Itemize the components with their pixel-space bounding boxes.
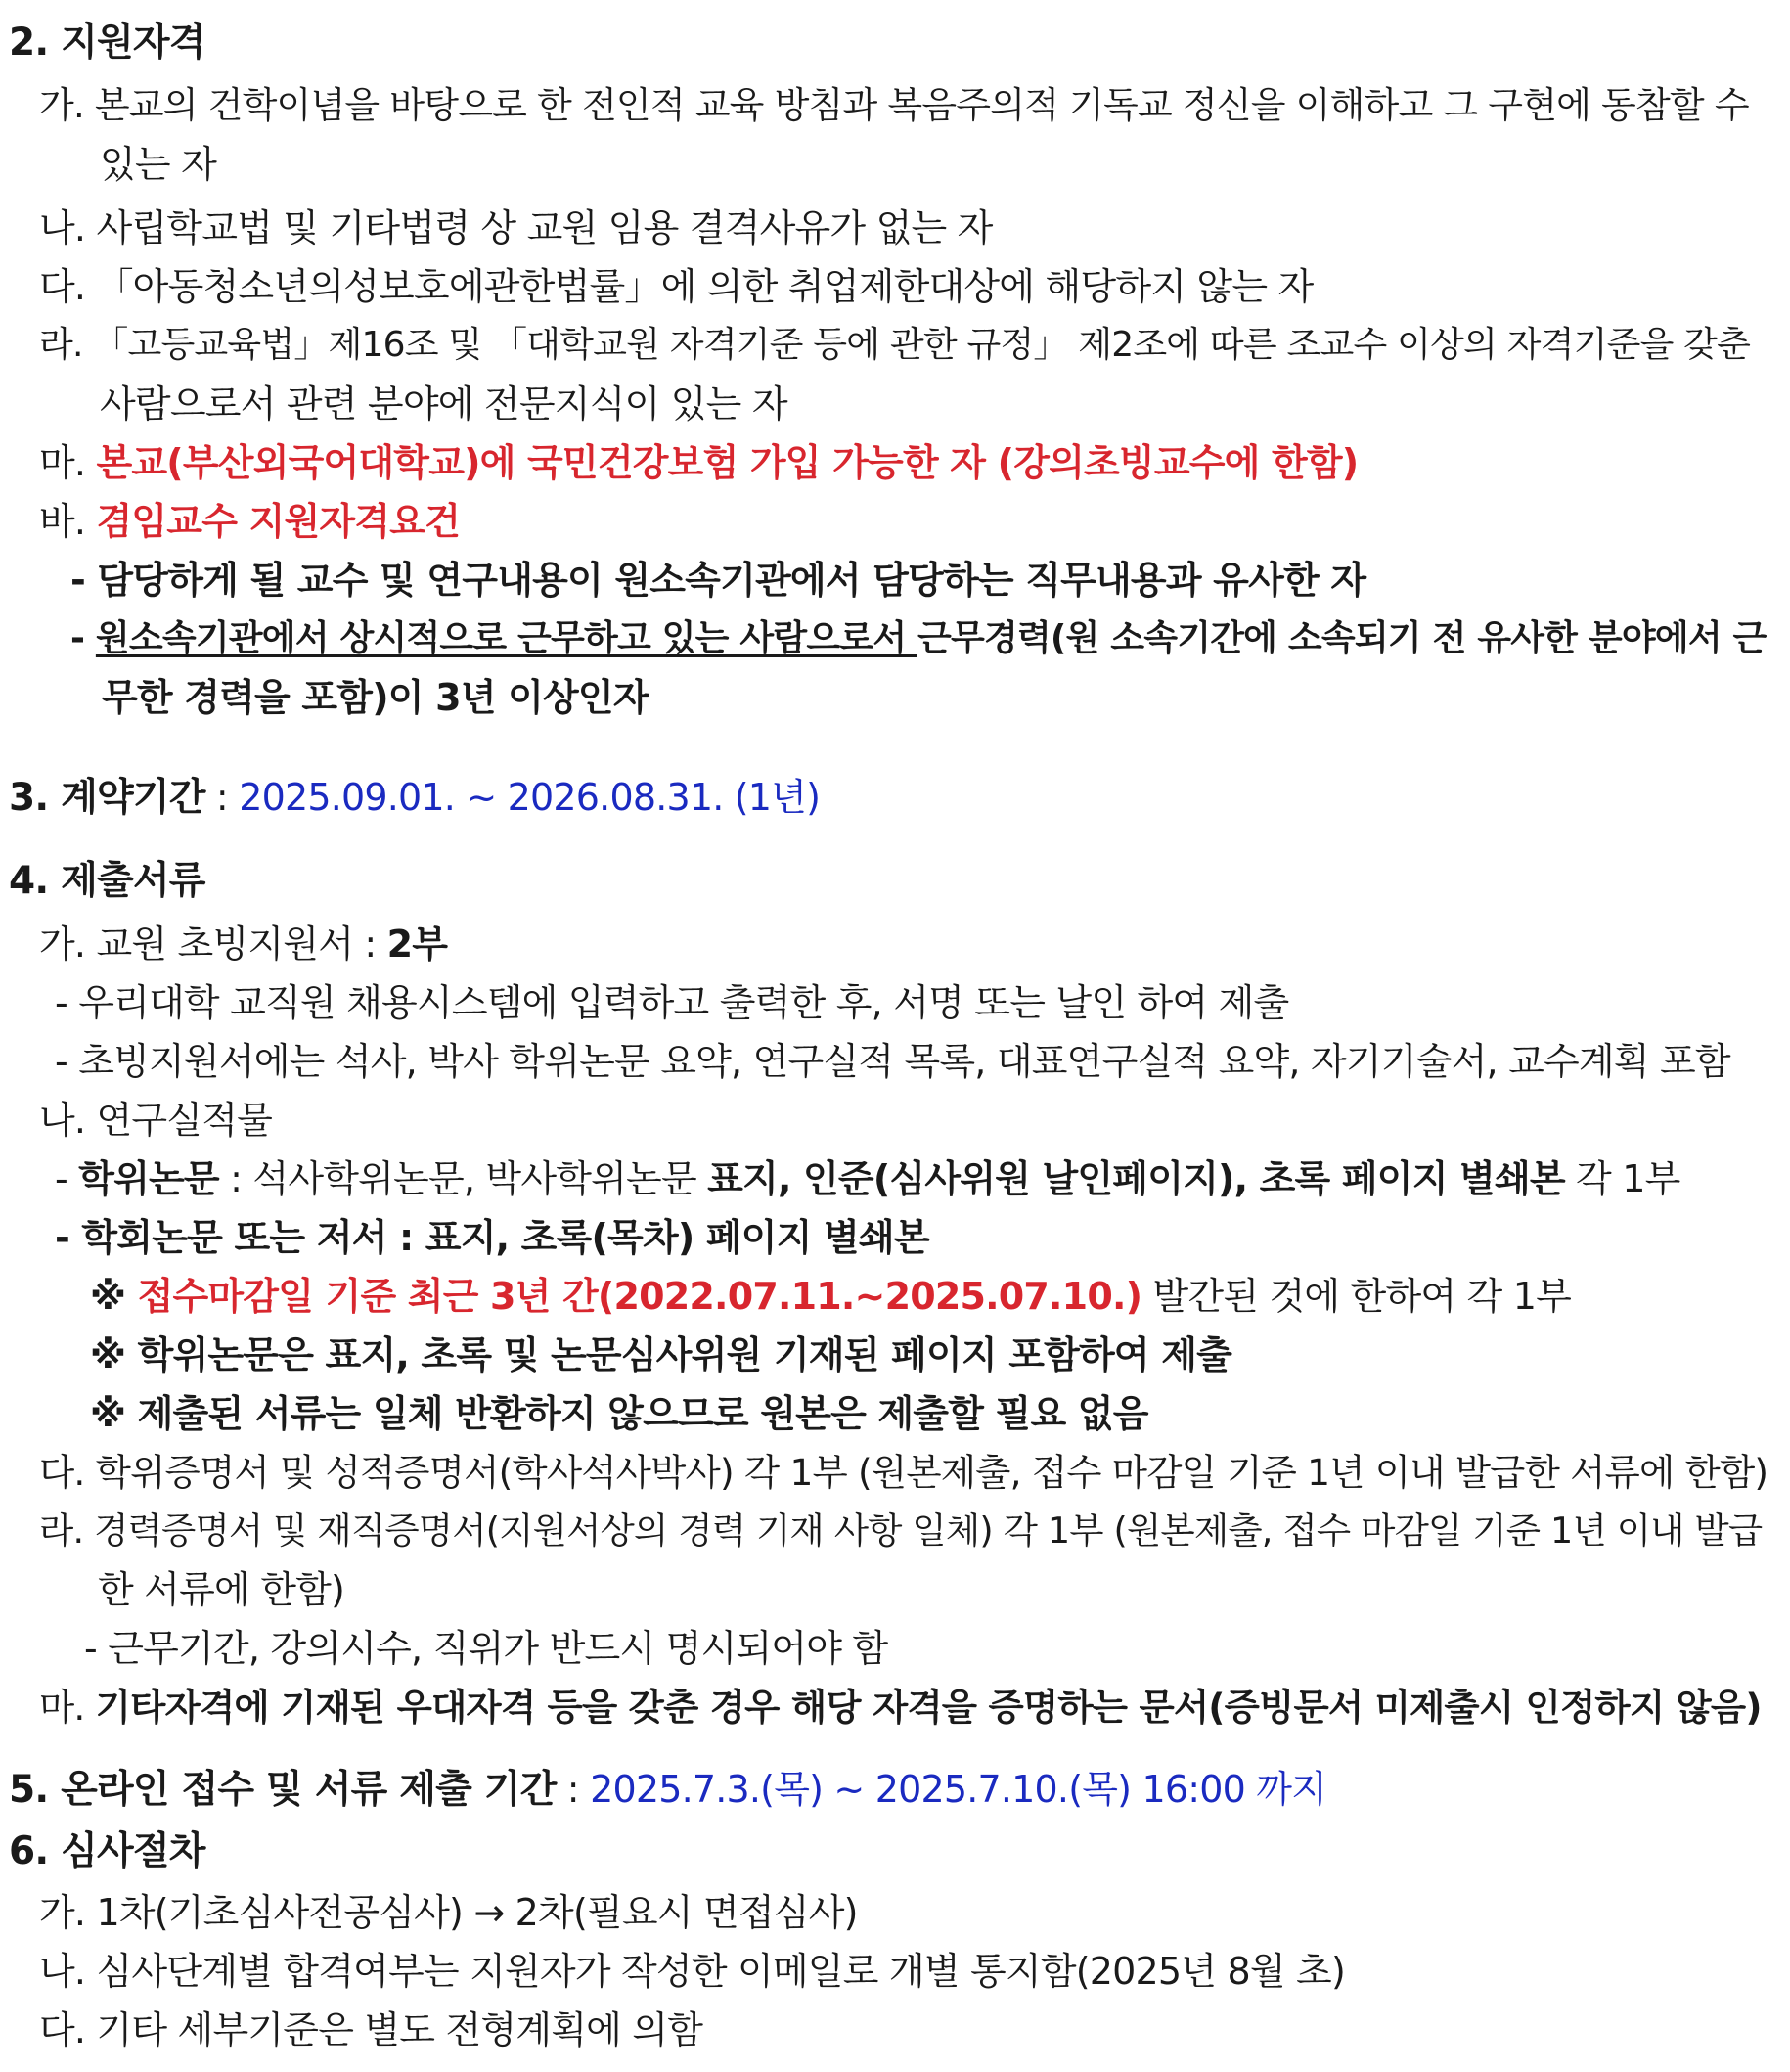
s2-item-a-line1: 가. 본교의 건학이념을 바탕으로 한 전인적 교육 방침과 복음주의적 기독교 정신을 이해하고 그 구현에 동참할 수 [39, 84, 1749, 126]
s2-item-f [39, 499, 460, 546]
s2-item-f-sub2-underlined: 원소속기관에서 상시적으로 근무하고 있는 사람으로서 [95, 618, 917, 658]
s4-item-a-count: 2부 [386, 923, 448, 966]
s2-item-e-prefix: 마. [39, 441, 97, 484]
s4-note-1 [90, 1274, 1571, 1321]
s4-item-b-sub1 [55, 1156, 1680, 1203]
s2-item-f-highlight: 겸임교수 지원자격요건 [96, 500, 460, 543]
s4-item-a [39, 922, 447, 968]
s4-item-b-sub1-end: 각 1부 [1564, 1157, 1680, 1200]
section-5-separator: : [556, 1768, 591, 1811]
s4-item-d-line1: 라. 경력증명서 및 재직증명서(지원서상의 경력 기재 사항 일체) 각 1부 (원본제출, 접수 마감일 기준 1년 이내 발급 [39, 1509, 1763, 1552]
s6-item-b: 나. 심사단계별 합격여부는 지원자가 작성한 이메일로 개별 통지함(2025년 8월 초) [39, 1950, 1345, 1993]
s2-item-f-sub2-dash: - [70, 618, 96, 658]
s4-item-b-sub1-bold: 표지, 인준(심사위원 날인페이지), 초록 페이지 별쇄본 [707, 1157, 1565, 1200]
s4-item-b-sub1-dash: - [55, 1157, 79, 1200]
section-3-separator: : [204, 776, 240, 819]
s4-item-a-sub2: - 초빙지원서에는 석사, 박사 학위논문 요약, 연구실적 목록, 대표연구실적 요약, 자기기술서, 교수계획 포함 [55, 1040, 1730, 1083]
section-5-title: 5. 온라인 접수 및 서류 제출 기간 [9, 1768, 557, 1812]
s4-item-b-sub1-label: 학위논문 [78, 1157, 219, 1200]
s4-item-d-sub: - 근무기간, 강의시수, 직위가 반드시 명시되어야 함 [84, 1627, 888, 1670]
s2-item-e-highlight: 본교(부산외국어대학교)에 국민건강보험 가입 가능한 자 (강의초빙교수에 한함) [96, 441, 1359, 484]
s4-item-c: 다. 학위증명서 및 성적증명서(학사석사박사) 각 1부 (원본제출, 접수 마감일 기준 1년 이내 발급한 서류에 한함) [39, 1451, 1768, 1494]
s4-note-2: ※ 학위논문은 표지, 초록 및 논문심사위원 기재된 페이지 포함하여 제출 [90, 1333, 1232, 1376]
s2-item-f-sub2 [70, 616, 1767, 663]
s4-item-a-sub1: - 우리대학 교직원 채용시스템에 입력하고 출력한 후, 서명 또는 날인 하여 제출 [55, 981, 1289, 1024]
s4-item-b-sub2: - 학회논문 또는 저서 : 표지, 초록(목차) 페이지 별쇄본 [55, 1216, 929, 1259]
section-4-title: 4. 제출서류 [9, 859, 205, 903]
s4-item-b: 나. 연구실적물 [39, 1099, 273, 1142]
submission-period: 2025.7.3.(목) ~ 2025.7.10.(목) 16:00 까지 [590, 1768, 1327, 1811]
s4-note-1-rest: 발간된 것에 한하여 각 1부 [1141, 1275, 1572, 1318]
s4-item-d-line2: 한 서류에 한함) [98, 1568, 345, 1611]
s2-item-d-line1: 라. 「고등교육법」제16조 및 「대학교원 자격기준 등에 관한 규정」 제2조에 따른 조교수 이상의 자격기준을 갖춘 [39, 325, 1751, 365]
s2-item-b: 나. 사립학교법 및 기타법령 상 교원 임용 결격사유가 없는 자 [39, 206, 993, 249]
s4-item-b-sub1-mid: : 석사학위논문, 박사학위논문 [218, 1157, 708, 1200]
s6-item-a: 가. 1차(기초심사전공심사) → 2차(필요시 면접심사) [39, 1891, 858, 1934]
s4-item-e-prefix: 마. [39, 1686, 96, 1729]
s4-item-a-text: 가. 교원 초빙지원서 : [39, 923, 387, 966]
s2-item-f-sub2-cont: 무한 경력을 포함)이 3년 이상인자 [102, 676, 649, 719]
s4-note-3: ※ 제출된 서류는 일체 반환하지 않으므로 원본은 제출할 필요 없음 [90, 1392, 1148, 1435]
s2-item-a-line2: 있는 자 [100, 143, 217, 186]
section-3-title: 3. 계약기간 [9, 776, 205, 820]
s4-note-1-highlight: 접수마감일 기준 최근 3년 간(2022.07.11.~2025.07.10.) [137, 1275, 1142, 1318]
s2-item-d-line2: 사람으로서 관련 분야에 전문지식이 있는 자 [100, 383, 787, 426]
s4-item-e-text: 기타자격에 기재된 우대자격 등을 갖춘 경우 해당 자격을 증명하는 문서(증빙문서 미제출시 인정하지 않음) [95, 1686, 1762, 1729]
s2-item-f-sub1: - 담당하게 될 교수 및 연구내용이 원소속기관에서 담당하는 직무내용과 유사한 자 [70, 559, 1366, 602]
note-mark: ※ [90, 1275, 138, 1318]
section-2-title: 2. 지원자격 [9, 21, 205, 65]
section-6-title: 6. 심사절차 [9, 1829, 205, 1873]
s2-item-f-prefix: 바. [39, 500, 97, 543]
s2-item-f-sub2-rest: 근무경력(원 소속기간에 소속되기 전 유사한 분야에서 근 [917, 618, 1767, 658]
section-5 [9, 1767, 1326, 1814]
section-3 [9, 775, 820, 822]
s4-item-e [39, 1685, 1762, 1732]
s2-item-c: 다. 「아동청소년의성보호에관한법률」에 의한 취업제한대상에 해당하지 않는 자 [39, 265, 1314, 308]
s2-item-e [39, 440, 1358, 487]
s6-item-c: 다. 기타 세부기준은 별도 전형계획에 의함 [39, 2008, 703, 2051]
contract-period: 2025.09.01. ~ 2026.08.31. (1년) [239, 776, 821, 819]
